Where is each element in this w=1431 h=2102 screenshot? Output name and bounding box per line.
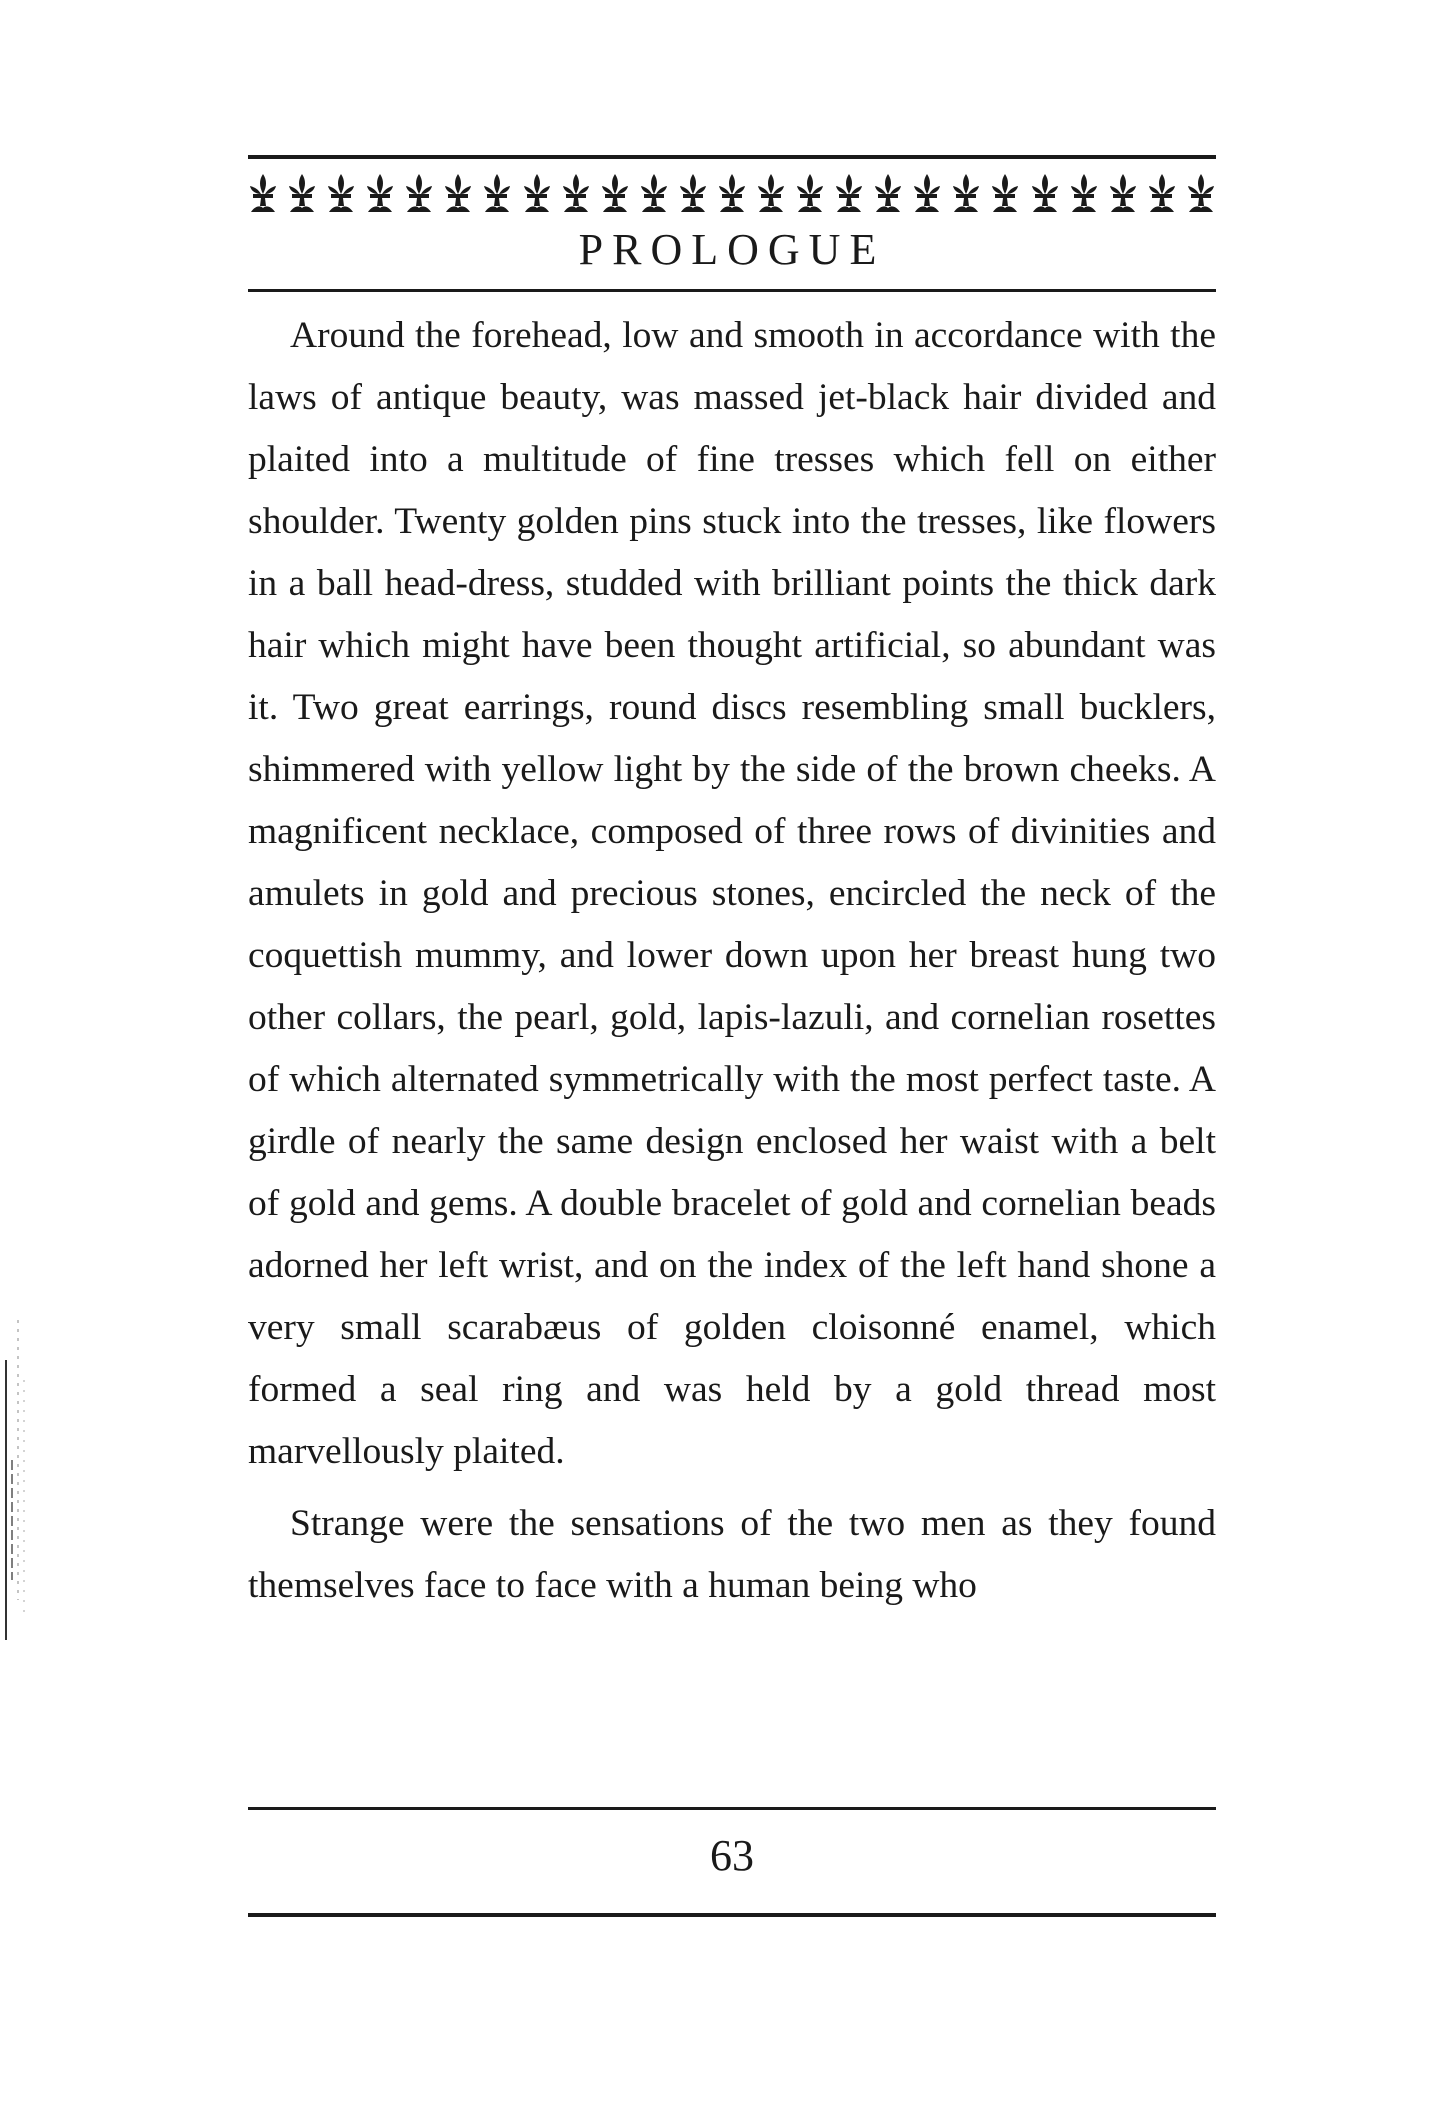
paragraph: Strange were the sensations of the two men as they found themselves face to face with a human being who [248,1503,1216,1606]
fleuron-icon [1147,172,1177,214]
page-number: 63 [710,1831,754,1880]
binding-edge-marks [0,1320,40,1650]
fleuron-icon [678,172,708,214]
fleuron-icon [365,172,395,214]
fleuron-icon [326,172,356,214]
fleuron-icon [990,172,1020,214]
paragraph: Around the forehead, low and smooth in accordance with the laws of antique beauty, was massed jet-black hair divided and plaited into a multitude of fine tresses which fell on either shoulder. Twenty golden pins stuck into the tresses, like flowers in a ball head-dress, studded with brilliant points the thick dark hair which might have been thought artificial, so abundant was it. Two great earrings, round discs resembling small bucklers, shimmered with yellow light by the side of the brown cheeks. A magnificent necklace, composed of three rows of divinities and amulets in gold and precious stones, encircled the neck of the coquettish mummy, and lower down upon her breast hung two other collars, the pearl, gold, lapis-lazuli, and cornelian rosettes of which alternated symmetrically with the most perfect taste. A girdle of nearly the same design enclosed her waist with a belt of gold and gems. A double bracelet of gold and cornelian beads adorned her left wrist, and on the index of the left hand shone a very small scarabæus of golden cloisonné enamel, which formed a seal ring and was held by a gold thread most marvellously plaited. [248,315,1216,1472]
header-top-rule [248,155,1216,159]
fleuron-icon [1186,172,1216,214]
fleuron-icon [834,172,864,214]
fleuron-icon [795,172,825,214]
fleuron-icon [1030,172,1060,214]
fleuron-icon [482,172,512,214]
footer-top-rule [248,1807,1216,1810]
fleuron-icon [951,172,981,214]
fleuron-icon [639,172,669,214]
fleuron-icon [287,172,317,214]
fleuron-icon [522,172,552,214]
fleuron-icon [873,172,903,214]
fleuron-icon [248,172,278,214]
fleuron-icon [1108,172,1138,214]
page-body [248,305,1216,1617]
fleuron-icon [600,172,630,214]
fleuron-ornament-row [248,168,1216,218]
fleuron-icon [912,172,942,214]
fleuron-icon [561,172,591,214]
fleuron-icon [717,172,747,214]
header-bottom-rule [248,289,1216,292]
footer-bottom-rule [248,1913,1216,1917]
fleuron-icon [404,172,434,214]
chapter-title: PROLOGUE [578,225,886,274]
fleuron-icon [1069,172,1099,214]
fleuron-icon [756,172,786,214]
fleuron-icon [443,172,473,214]
